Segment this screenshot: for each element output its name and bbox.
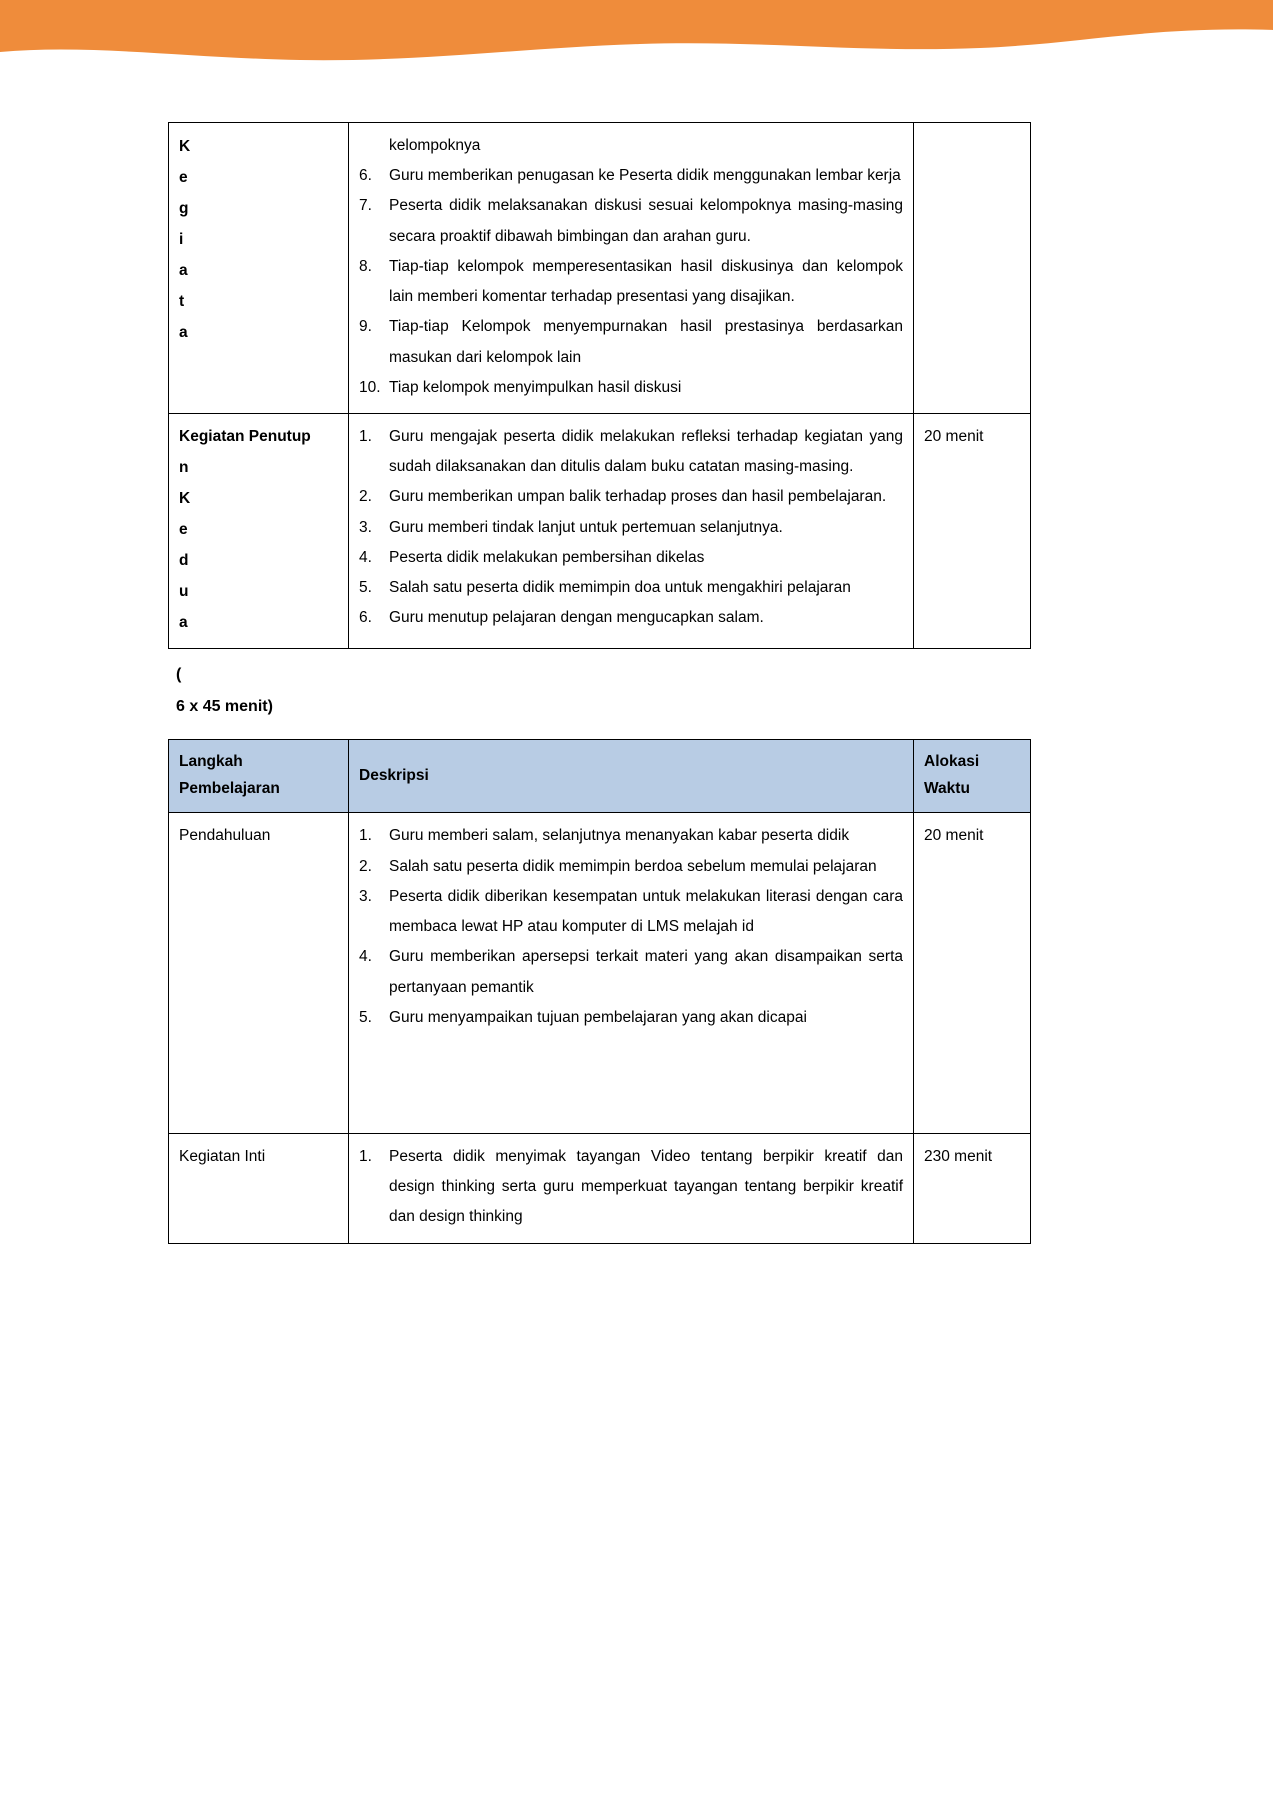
list-item-number: 3. <box>359 887 372 905</box>
step-label-vertical-continued <box>179 452 338 638</box>
list-item-number <box>359 131 381 161</box>
list-item <box>359 312 903 372</box>
list-item-text: Guru mengajak peserta didik melakukan refleksi terhadap kegiatan yang sudah dilaksanakan dan ditulis dalam buku catatan masing-masing. <box>389 427 903 476</box>
list-item <box>359 373 903 403</box>
list-item-text: Peserta didik melakukan pembersihan dikelas <box>389 548 705 566</box>
time-cell <box>914 123 1031 414</box>
list-item-number: 5. <box>359 1008 372 1026</box>
step-cell-vertical <box>169 123 349 414</box>
list-item-text: Guru menyampaikan tujuan pembelajaran yang akan dicapai <box>389 1008 807 1026</box>
step-letter: g <box>179 200 189 217</box>
list-item <box>359 821 903 851</box>
step-cell: Pendahuluan <box>169 813 349 1134</box>
step-letter: a <box>179 614 188 632</box>
table-header-row <box>169 740 1031 813</box>
list-item-number: 2. <box>359 488 372 506</box>
cell-spacer <box>359 1033 903 1123</box>
list-item <box>359 422 903 482</box>
list-item <box>359 1003 903 1033</box>
list-item-text: Tiap kelompok menyimpulkan hasil diskusi <box>389 378 682 396</box>
list-item-text: Guru memberikan penugasan ke Peserta didik menggunakan lembar kerja <box>389 167 901 185</box>
list-item <box>359 603 903 633</box>
list-item <box>359 482 903 512</box>
list-item-number: 1. <box>359 427 372 445</box>
column-header-time <box>914 740 1031 813</box>
list-item-text: Guru memberi salam, selanjutnya menanyakan kabar peserta didik <box>389 827 850 845</box>
step-letter: d <box>179 552 189 570</box>
column-header-time-line1: Alokasi <box>924 753 980 771</box>
step-label: Kegiatan Penutup <box>179 427 311 445</box>
time-cell: 20 menit <box>914 413 1031 648</box>
list-item-text: Peserta didik diberikan kesempatan untuk melakukan literasi dengan cara membaca lewat HP atau komputer di LMS melajah id <box>389 887 903 936</box>
step-letter: u <box>179 583 189 601</box>
list-item-text: Guru memberikan apersepsi terkait materi yang akan disampaikan serta pertanyaan pemantik <box>389 948 903 996</box>
step-letter: i <box>179 231 184 248</box>
step-letter: t <box>179 293 185 310</box>
list-item-text: Tiap-tiap Kelompok menyempurnakan hasil prestasinya berdasarkan masukan dari kelompok lain <box>389 318 903 366</box>
list-item-text: Guru memberi tindak lanjut untuk pertemuan selanjutnya. <box>389 518 783 536</box>
session-duration-line2: 6 x 45 menit) <box>176 698 273 716</box>
list-item-number: 6. <box>359 609 372 627</box>
description-list <box>359 131 903 403</box>
step-letter: K <box>179 138 191 155</box>
list-item-number: 9. <box>359 318 372 336</box>
list-item-number: 10. <box>359 378 381 396</box>
lesson-steps-table <box>168 739 1031 1243</box>
document-content <box>168 122 1030 1244</box>
list-item-number: 6. <box>359 167 372 185</box>
list-item <box>359 852 903 882</box>
column-header-step-line1: Langkah <box>179 753 243 771</box>
list-item-text: Salah satu peserta didik memimpin berdoa sebelum memulai pelajaran <box>389 857 877 875</box>
step-letter: K <box>179 490 191 508</box>
list-item <box>359 942 903 1002</box>
column-header-step-line2: Pembelajaran <box>179 780 280 798</box>
column-header-step <box>169 740 349 813</box>
description-cell <box>349 1133 914 1243</box>
list-item-text: Salah satu peserta didik memimpin doa untuk mengakhiri pelajaran <box>389 579 851 597</box>
list-item-text: kelompoknya <box>389 137 481 154</box>
list-item <box>359 191 903 251</box>
time-cell: 230 menit <box>914 1133 1031 1243</box>
table-row <box>169 813 1031 1134</box>
list-item-number: 4. <box>359 948 372 966</box>
table-row <box>169 413 1031 648</box>
description-cell <box>349 413 914 648</box>
orange-wave-banner <box>0 0 1273 80</box>
list-item <box>359 573 903 603</box>
step-letter: e <box>179 521 188 539</box>
description-cell <box>349 123 914 414</box>
description-cell <box>349 813 914 1134</box>
time-cell: 20 menit <box>914 813 1031 1134</box>
step-letter: e <box>179 169 188 186</box>
list-item <box>359 161 903 191</box>
list-item-number: 2. <box>359 857 372 875</box>
list-item <box>359 1142 903 1233</box>
list-item <box>359 882 903 942</box>
list-item <box>359 131 903 161</box>
session-duration-line1: ( <box>176 666 182 684</box>
list-item-text: Peserta didik menyimak tayangan Video tentang berpikir kreatif dan design thinking serta guru memperkuat tayangan tentang berpikir kreatif dan design thinking <box>389 1147 903 1226</box>
list-item <box>359 252 903 312</box>
list-item-text: Peserta didik melaksanakan diskusi sesuai kelompoknya masing-masing secara proaktif dibawah bimbingan dan arahan guru. <box>389 197 903 245</box>
list-item-text: Guru menutup pelajaran dengan mengucapkan salam. <box>389 609 764 627</box>
table-row <box>169 123 1031 414</box>
list-item-text: Tiap-tiap kelompok memperesentasikan hasil diskusinya dan kelompok lain memberi komentar terhadap presentasi yang disajikan. <box>389 257 903 306</box>
step-cell: Kegiatan Inti <box>169 1133 349 1243</box>
list-item-number: 3. <box>359 518 372 536</box>
column-header-time-line2: Waktu <box>924 780 970 798</box>
list-item-text: Guru memberikan umpan balik terhadap proses dan hasil pembelajaran. <box>389 488 887 506</box>
step-letter: a <box>179 324 188 341</box>
list-item-number: 4. <box>359 548 372 566</box>
table-row <box>169 1133 1031 1243</box>
list-item-number: 8. <box>359 257 372 275</box>
list-item-number: 1. <box>359 1147 372 1165</box>
spacer <box>168 723 1030 739</box>
lesson-steps-table-continued <box>168 122 1031 649</box>
step-letter: n <box>179 459 189 477</box>
step-cell <box>169 413 349 648</box>
step-label-vertical <box>179 131 338 348</box>
description-list <box>359 821 903 1033</box>
list-item-number: 7. <box>359 197 372 215</box>
list-item <box>359 513 903 543</box>
column-header-description: Deskripsi <box>349 740 914 813</box>
list-item-number: 5. <box>359 579 372 597</box>
list-item <box>359 543 903 573</box>
step-letter: a <box>179 262 188 279</box>
description-list <box>359 422 903 634</box>
session-duration-text <box>176 659 1030 723</box>
description-list <box>359 1142 903 1233</box>
list-item-number: 1. <box>359 827 372 845</box>
